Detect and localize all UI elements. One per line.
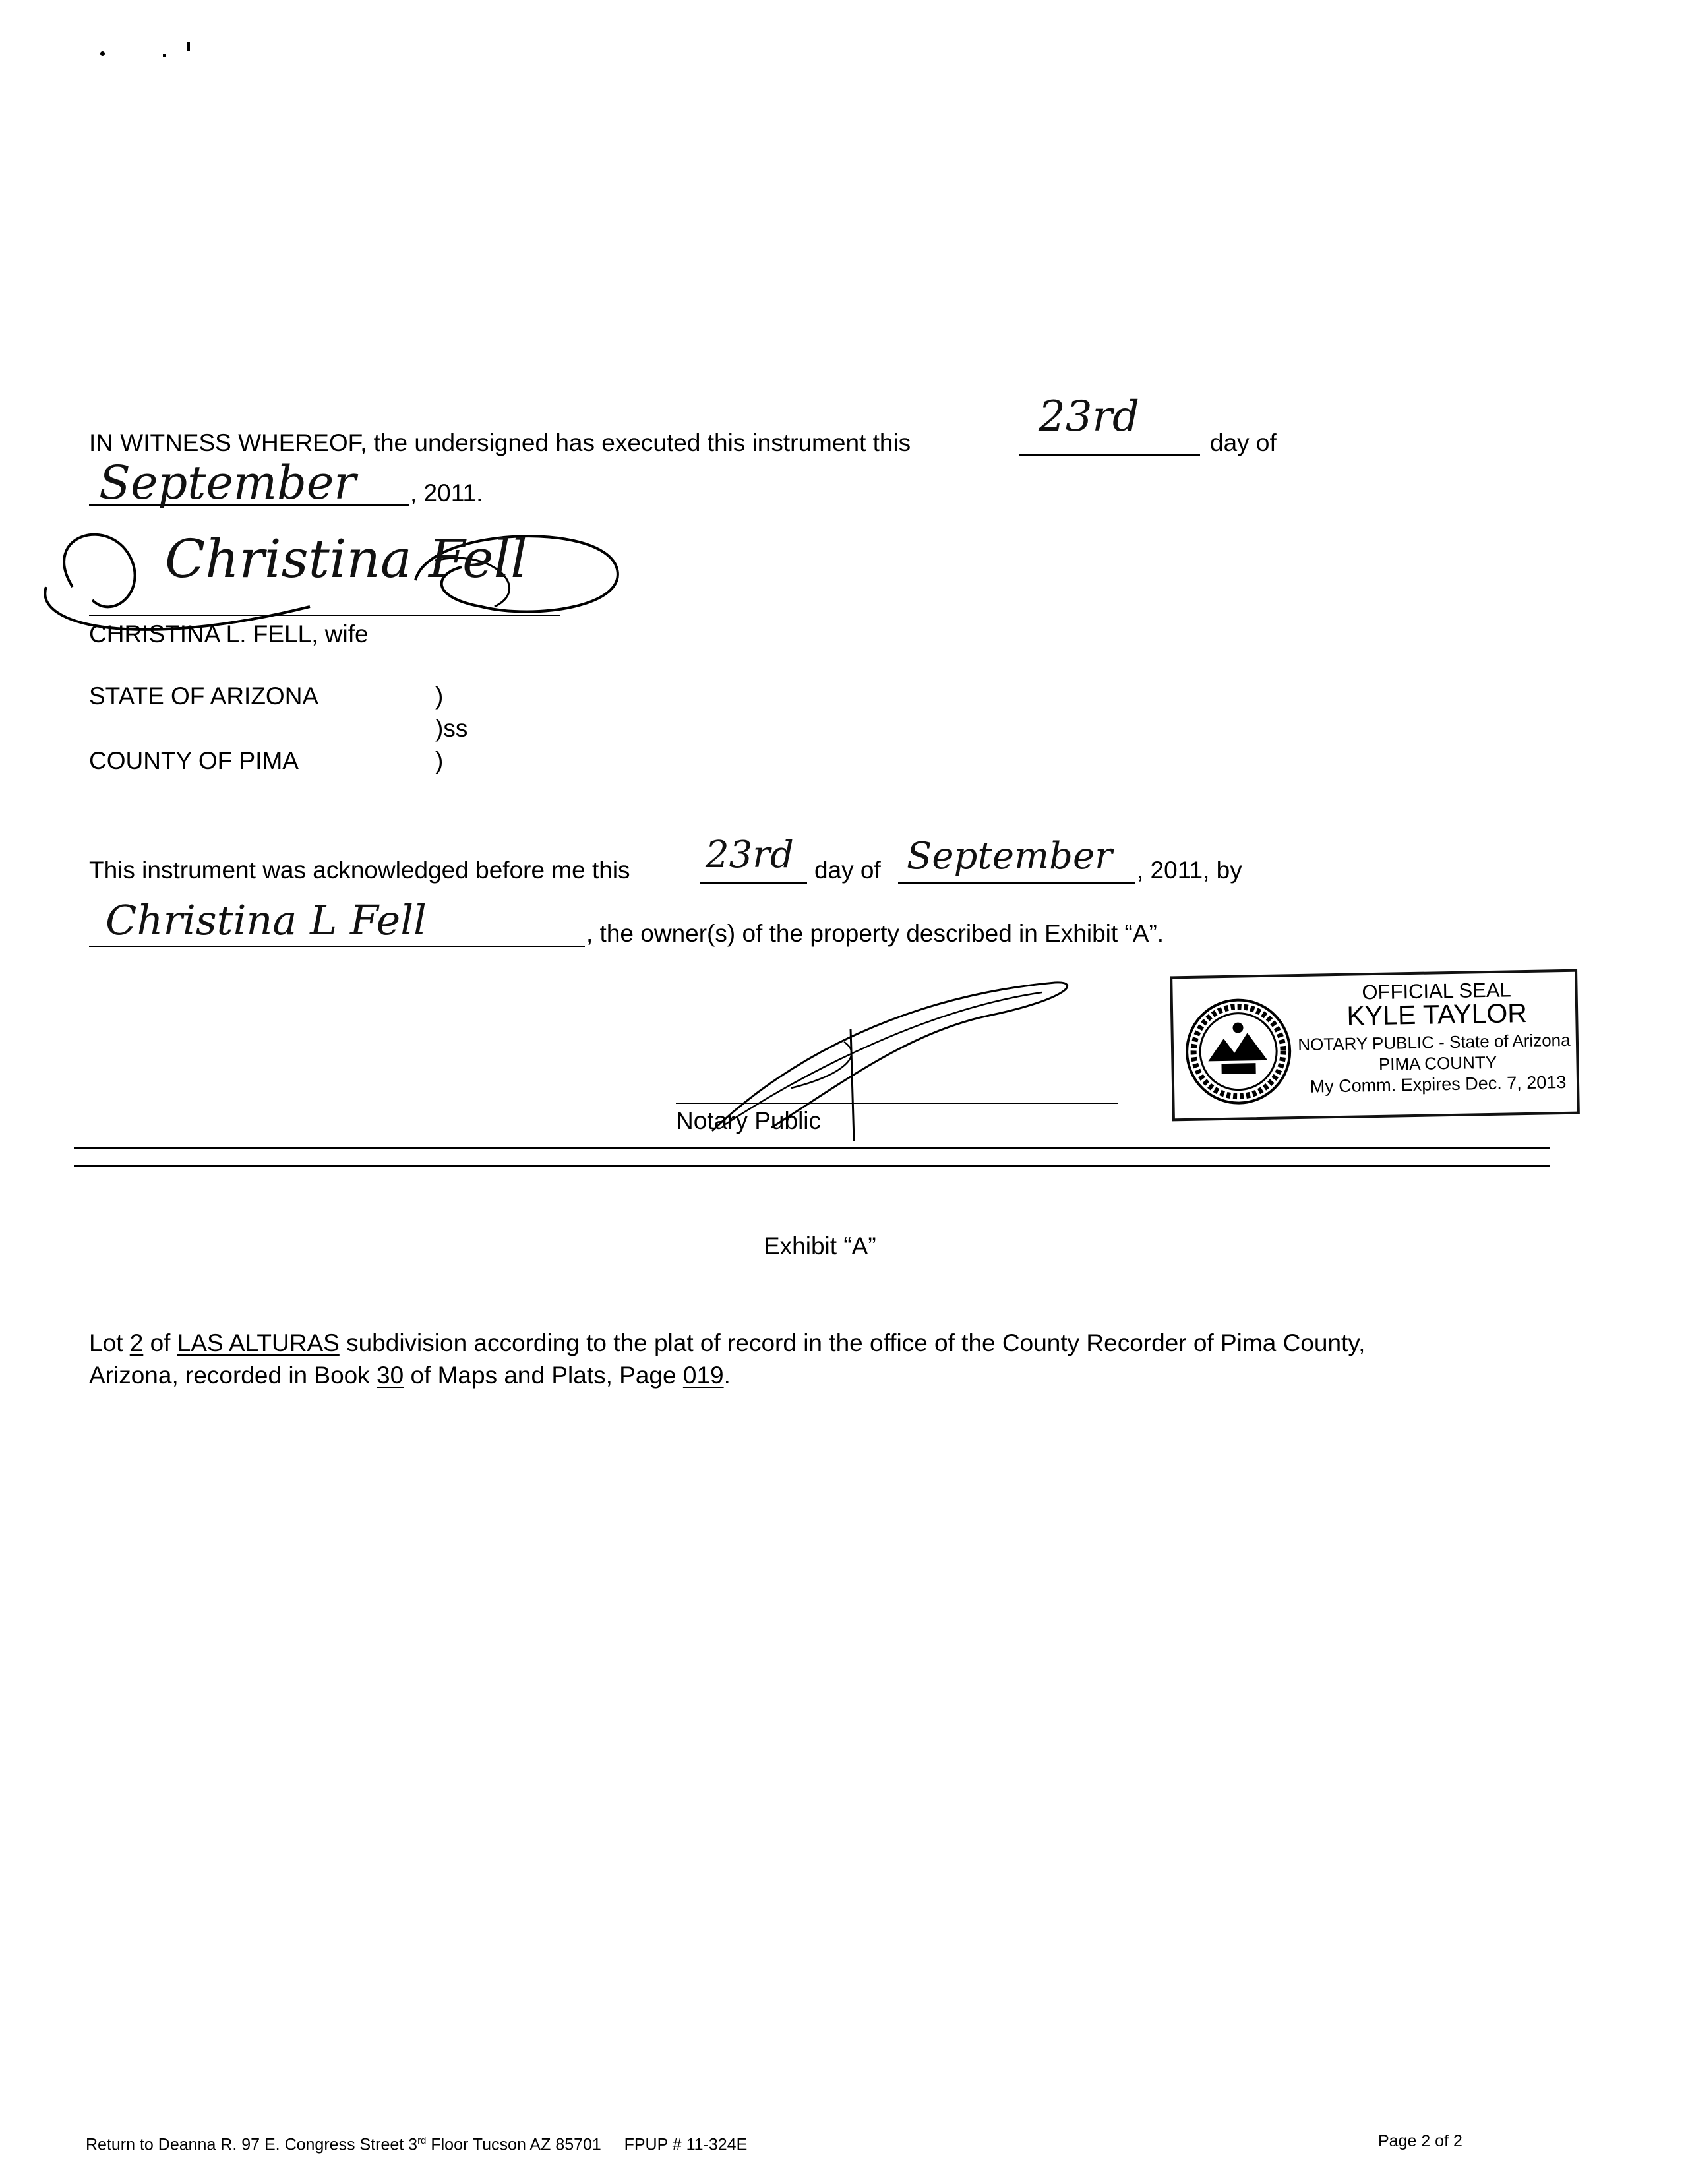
exhibit-text-p2: of xyxy=(143,1329,177,1356)
witness-prefix: IN WITNESS WHEREOF, the undersigned has executed this instrument this xyxy=(89,429,911,456)
exhibit-subdivision: LAS ALTURAS xyxy=(177,1329,340,1356)
seal-line-4: PIMA COUNTY xyxy=(1378,1052,1497,1074)
notary-label: Notary Public xyxy=(676,1107,822,1134)
separator-rule-top xyxy=(74,1147,1550,1149)
witness-day-handwritten: 23rd xyxy=(1039,392,1139,441)
exhibit-lot: 2 xyxy=(129,1329,144,1356)
signature-handwritten: Christina Fell xyxy=(165,528,528,590)
witness-month-handwritten: September xyxy=(99,456,356,510)
exhibit-text-p5: of Maps and Plats, Page xyxy=(404,1362,683,1389)
venue-paren-close: ) xyxy=(435,747,444,774)
ack-day-of: day of xyxy=(814,857,881,884)
ack-name-handwritten: Christina L Fell xyxy=(106,896,427,944)
ack-suffix: , the owner(s) of the property described in Exhibit “A”. xyxy=(586,920,1164,947)
venue-state: STATE OF ARIZONA xyxy=(89,682,319,710)
exhibit-text-p1: Lot xyxy=(89,1329,130,1356)
exhibit-page: 019 xyxy=(682,1362,724,1389)
witness-line xyxy=(89,429,911,458)
scan-speck xyxy=(100,51,105,56)
exhibit-text-p3: subdivision according to the plat of record in the office of the County Recorder of Pima County, xyxy=(339,1329,1366,1356)
ack-year-by: , 2011, by xyxy=(1137,857,1242,884)
arizona-seal-emblem xyxy=(1184,996,1294,1107)
footer-return-rest: Floor Tucson AZ 85701 FPUP # 11-324E xyxy=(426,2135,748,2154)
exhibit-text-p4: Arizona, recorded in Book xyxy=(89,1362,377,1389)
exhibit-text-line-2 xyxy=(89,1361,731,1390)
ack-month-blank xyxy=(898,882,1135,884)
ack-day-blank xyxy=(700,882,807,884)
signature-line xyxy=(89,615,560,616)
notary-signature-line xyxy=(676,1103,1118,1104)
ack-prefix: This instrument was acknowledged before me this xyxy=(89,857,630,884)
scan-speck xyxy=(163,54,166,57)
seal-line-5: My Comm. Expires Dec. 7, 2013 xyxy=(1310,1072,1567,1097)
ack-name-blank xyxy=(89,946,585,947)
ack-month-handwritten: September xyxy=(907,835,1112,878)
signer-name: CHRISTINA L. FELL, wife xyxy=(89,621,369,648)
separator-rule-bottom xyxy=(74,1165,1550,1167)
footer-return-to xyxy=(86,2131,747,2154)
exhibit-title: Exhibit “A” xyxy=(764,1232,876,1259)
ack-day-handwritten: 23rd xyxy=(706,834,794,876)
footer-page-label: Page 2 of 2 xyxy=(1378,2132,1462,2150)
exhibit-book: 30 xyxy=(377,1362,404,1389)
venue-paren-open: ) xyxy=(435,682,444,710)
exhibit-text-line-1 xyxy=(89,1329,1365,1358)
venue-county: COUNTY OF PIMA xyxy=(89,747,299,774)
notary-seal xyxy=(1170,969,1580,1122)
seal-line-2: KYLE TAYLOR xyxy=(1346,997,1528,1031)
exhibit-text-p6: . xyxy=(723,1362,731,1389)
seal-line-1: OFFICIAL SEAL xyxy=(1362,978,1511,1004)
scan-speck xyxy=(187,42,190,51)
seal-line-3: NOTARY PUBLIC - State of Arizona xyxy=(1298,1029,1571,1055)
witness-day-blank xyxy=(1019,454,1200,456)
venue-ss: )ss xyxy=(435,715,468,742)
footer-return-address: Return to Deanna R. 97 E. Congress Street 3 xyxy=(86,2135,418,2154)
witness-year: , 2011. xyxy=(410,479,483,506)
footer-sup: rd xyxy=(417,2135,427,2146)
witness-day-suffix: day of xyxy=(1210,429,1277,456)
